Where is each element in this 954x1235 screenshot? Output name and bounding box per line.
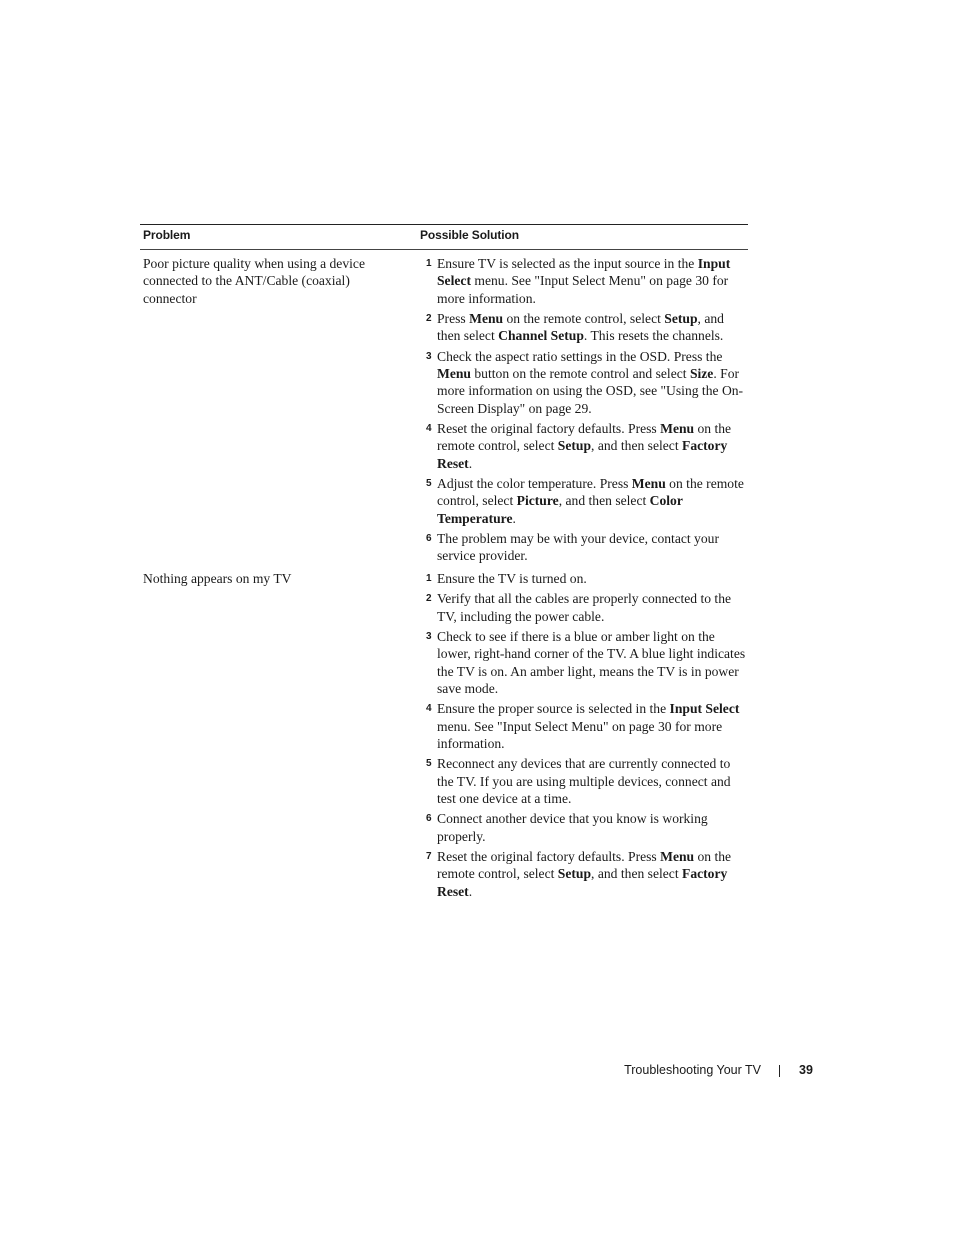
step-ui-term: Menu xyxy=(631,476,666,492)
step-ui-term: Factory Reset xyxy=(437,866,728,899)
step-text: Reconnect any devices that are currently connected to the TV. If you are using multiple devices, connect and test one device at a time. xyxy=(437,756,731,807)
solution-step xyxy=(426,310,748,345)
step-number: 5 xyxy=(426,478,432,490)
step-text: . For more information on using the OSD, see "Using the On-Screen Display" on page 29. xyxy=(437,366,744,416)
solution-step xyxy=(426,810,748,845)
step-text: Ensure TV is selected as the input source in the xyxy=(437,256,698,271)
step-ui-term: Factory Reset xyxy=(437,438,728,471)
footer-section-title: Troubleshooting Your TV xyxy=(624,1063,761,1077)
step-text: . xyxy=(512,510,516,526)
step-number: 3 xyxy=(426,350,432,362)
step-number: 4 xyxy=(426,703,432,715)
step-ui-term: Size xyxy=(689,366,714,382)
step-ui-term: Input Select xyxy=(437,256,731,289)
solution-step xyxy=(426,420,748,472)
step-text: Connect another device that you know is working properly. xyxy=(437,811,708,844)
solution-step xyxy=(426,755,748,807)
problem-cell: Nothing appears on my TV xyxy=(143,571,292,586)
solution-step xyxy=(426,700,748,752)
step-number: 5 xyxy=(426,758,432,770)
solution-step xyxy=(426,255,748,307)
step-ui-term: Setup xyxy=(664,311,698,327)
step-number: 3 xyxy=(426,630,432,642)
step-number: 7 xyxy=(426,850,432,862)
step-text: . xyxy=(468,455,473,471)
step-ui-term: Picture xyxy=(516,493,559,509)
step-number: 6 xyxy=(426,533,432,545)
solution-step xyxy=(426,590,748,625)
table-header-row xyxy=(140,224,748,250)
page-number: 39 xyxy=(799,1063,813,1077)
step-ui-term: Menu xyxy=(437,366,471,382)
column-header-problem: Problem xyxy=(143,228,191,242)
step-number: 4 xyxy=(426,423,432,435)
step-text: Reset the original factory defaults. Press xyxy=(437,421,661,437)
step-text: , and then select xyxy=(558,493,650,509)
step-ui-term: Menu xyxy=(660,421,695,437)
step-number: 6 xyxy=(426,813,432,825)
step-text: The problem may be with your device, contact your service provider. xyxy=(437,531,719,564)
step-text: on the remote control, select xyxy=(437,476,744,509)
step-ui-term: Setup xyxy=(557,438,592,454)
solution-step xyxy=(426,530,748,565)
solution-step xyxy=(426,628,748,698)
step-ui-term: Setup xyxy=(557,866,592,882)
step-text: Adjust the color temperature. Press xyxy=(437,476,632,492)
column-header-possible-solution: Possible Solution xyxy=(420,228,519,242)
step-text: . xyxy=(468,883,473,899)
step-text: on the remote control, select xyxy=(437,421,732,454)
step-number: 2 xyxy=(426,313,432,325)
step-number: 1 xyxy=(426,258,432,269)
solution-step xyxy=(426,475,748,527)
step-number: 2 xyxy=(426,593,432,605)
step-text: Check to see if there is a blue or amber light on the lower, right-hand corner of the TV. A blue light indicates the TV is on. An amber light, means the TV is in power save mode. xyxy=(437,628,746,697)
step-ui-term: Menu xyxy=(469,311,504,327)
step-ui-term: Menu xyxy=(660,848,695,864)
solution-step xyxy=(426,848,748,900)
troubleshooting-table xyxy=(140,224,748,899)
step-text: Verify that all the cables are properly connected to the TV, including the power cable. xyxy=(437,591,732,624)
step-ui-term: Color Temperature xyxy=(437,493,683,526)
step-ui-term: Input Select xyxy=(669,701,740,717)
solution-step xyxy=(426,348,748,418)
step-text: on the remote control, select xyxy=(503,311,665,327)
step-text: , and then select xyxy=(591,866,683,882)
solution-steps-list xyxy=(426,255,748,568)
solution-step xyxy=(426,570,748,587)
step-text: , and then select xyxy=(437,311,724,344)
step-text: , and then select xyxy=(591,438,683,454)
step-text: . This resets the channels. xyxy=(583,328,724,344)
step-text: menu. See "Input Select Menu" on page 30 for more information. xyxy=(437,718,723,752)
problem-cell: Poor picture quality when using a device connected to the ANT/Cable (coaxial) connector xyxy=(143,256,365,306)
step-text: on the remote control, select xyxy=(437,848,732,882)
footer-separator xyxy=(779,1065,780,1077)
step-text: Press xyxy=(437,311,470,327)
step-text: menu. See "Input Select Menu" on page 30 for more information. xyxy=(437,273,729,306)
step-ui-term: Channel Setup xyxy=(498,328,584,344)
step-text: Ensure the proper source is selected in the xyxy=(437,701,670,717)
step-text: Reset the original factory defaults. Press xyxy=(437,848,661,864)
page-footer xyxy=(0,1062,954,1082)
step-text: Ensure the TV is turned on. xyxy=(437,571,587,586)
step-number: 1 xyxy=(426,573,432,584)
solution-steps-list xyxy=(426,570,748,903)
step-text: button on the remote control and select xyxy=(470,366,690,382)
step-text: Check the aspect ratio settings in the OSD. Press the xyxy=(437,348,723,364)
